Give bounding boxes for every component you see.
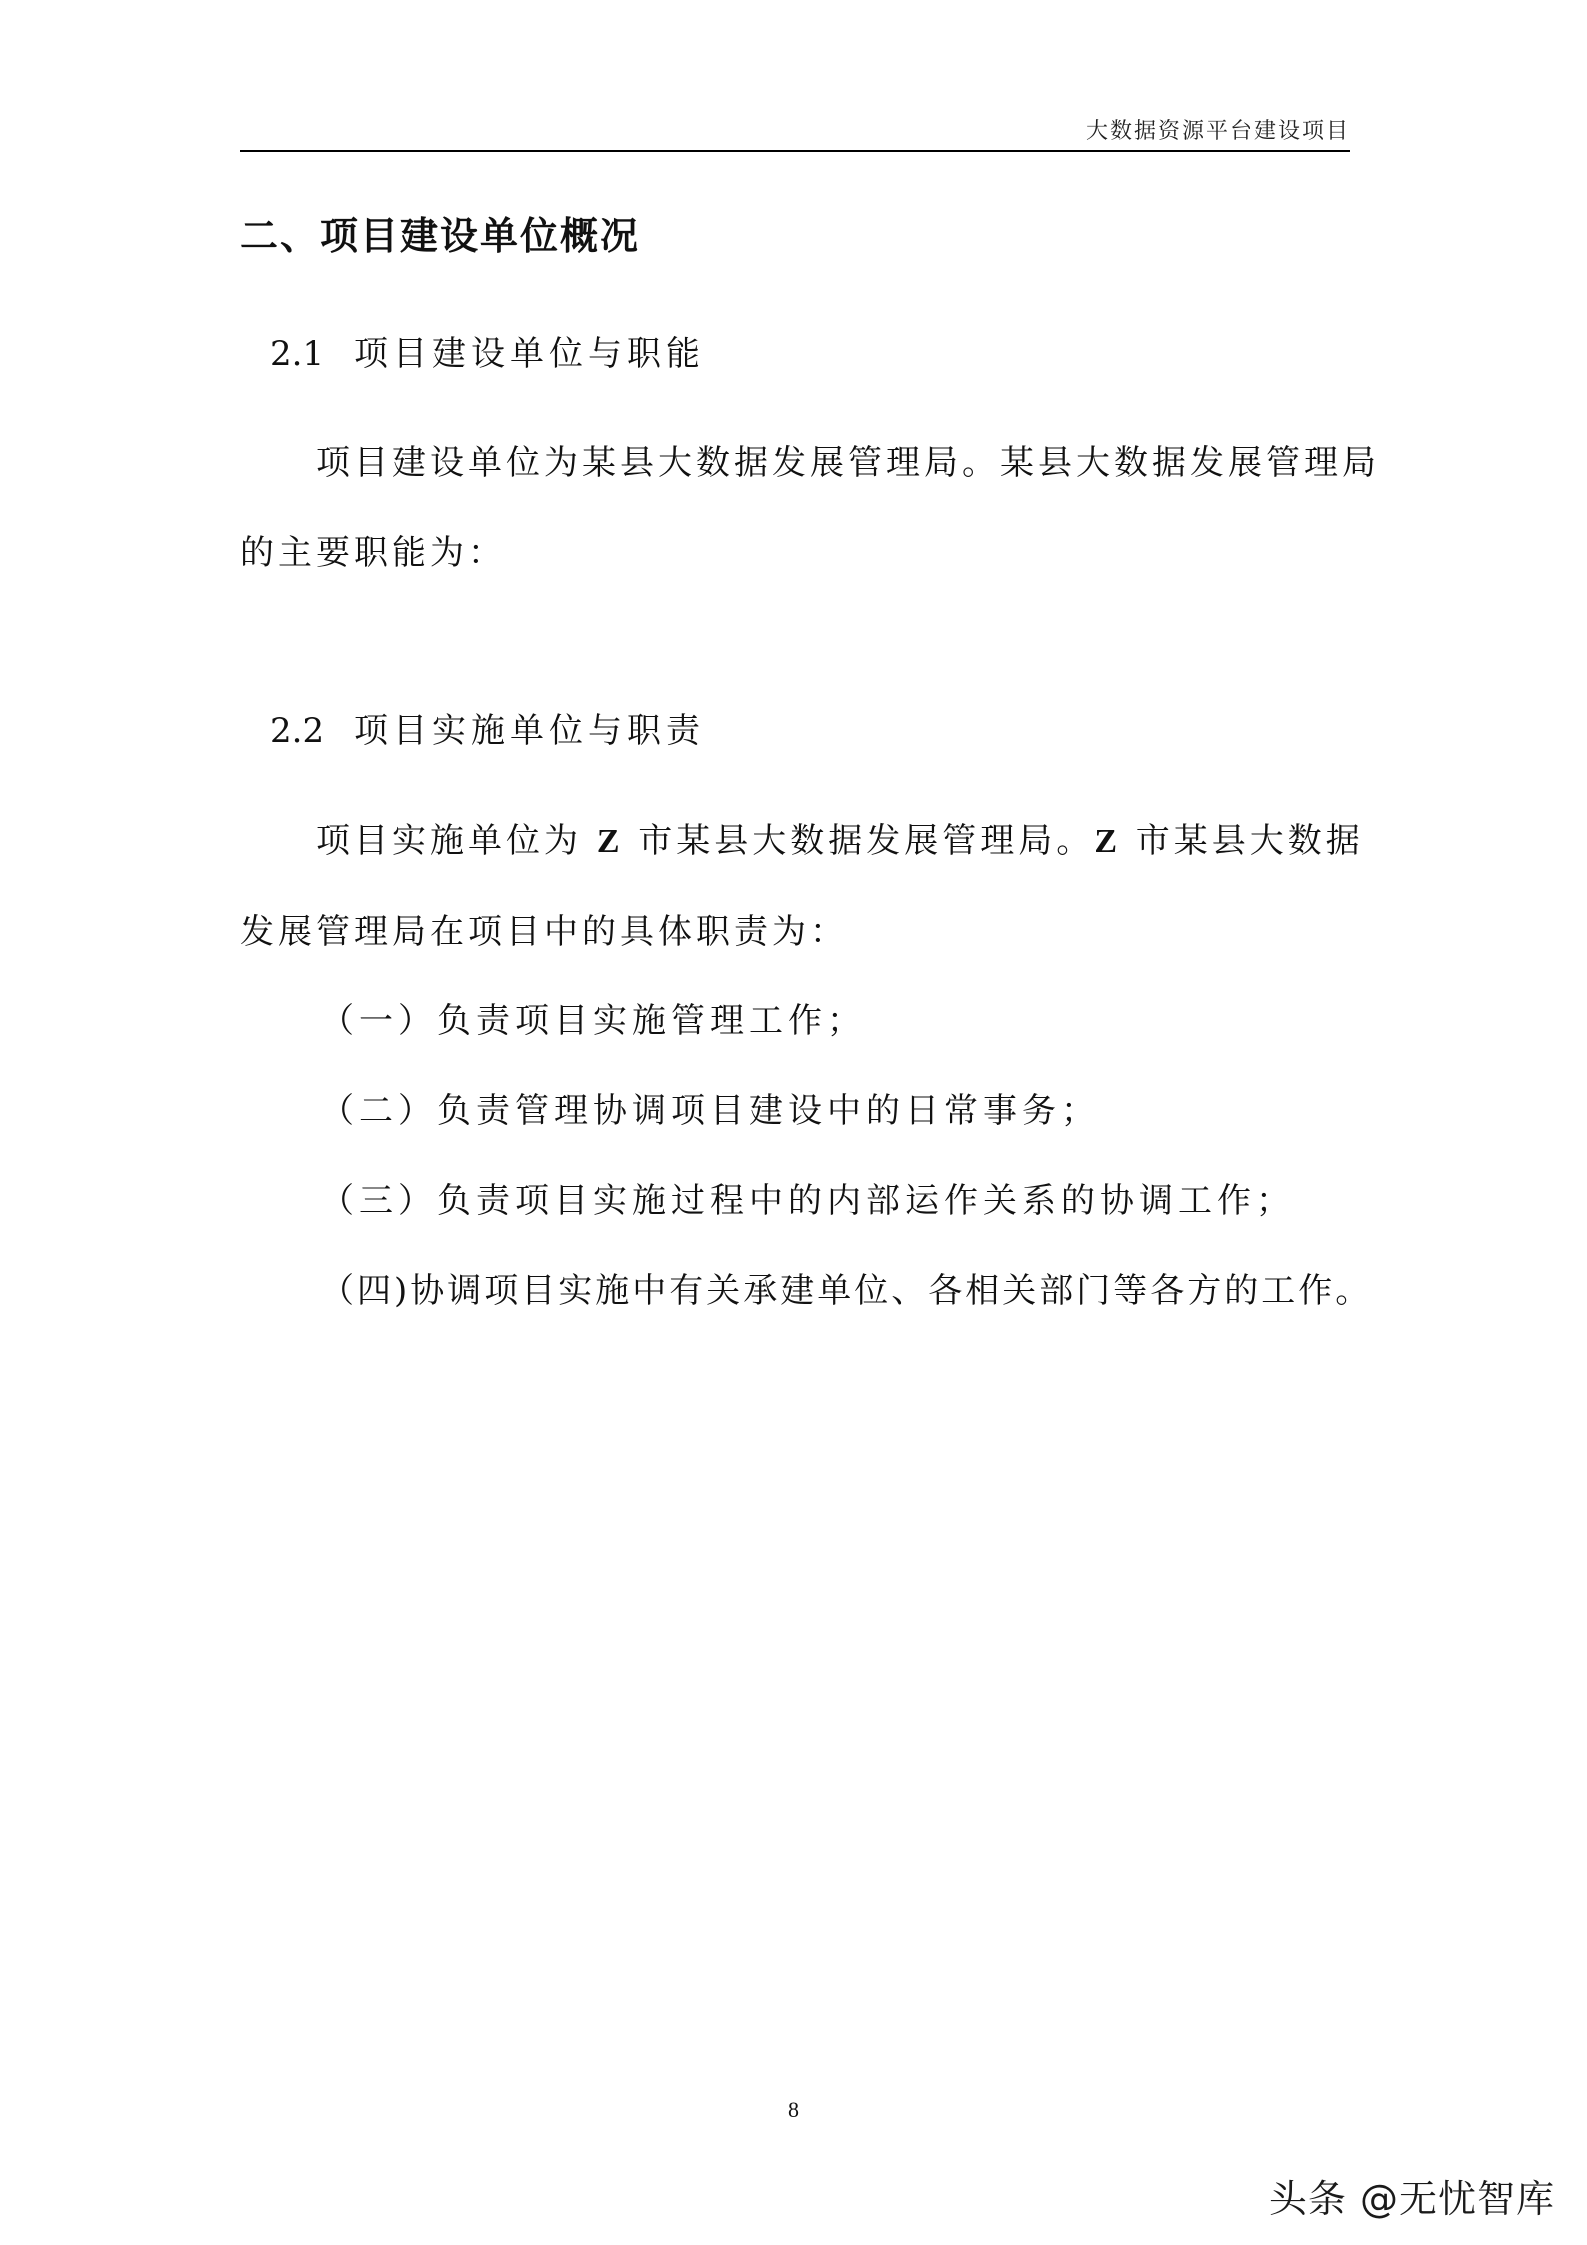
text-run: 市某县大数据发展管理局。: [623, 821, 1095, 861]
subsection-number: 2.2: [270, 711, 325, 751]
watermark-text: 头条 @无忧智库: [1268, 2177, 1555, 2221]
page-number: 8: [788, 2097, 799, 2122]
subsection-number: 2.1: [270, 334, 325, 374]
list-item: （一）负责项目实施管理工作；: [320, 1001, 866, 1041]
bold-letter: Z: [1094, 823, 1121, 860]
list-item: （四)协调项目实施中有关承建单位、各相关部门等各方的工作。: [320, 1271, 1373, 1311]
subsection-title: 项目实施单位与职责: [354, 711, 705, 751]
bold-letter: Z: [596, 823, 624, 860]
subsection-title: 项目建设单位与职能: [354, 334, 705, 374]
page-header: [240, 110, 1350, 152]
list-item: （二）负责管理协调项目建设中的日常事务；: [320, 1091, 1100, 1131]
header-title: 大数据资源平台建设项目: [1085, 119, 1350, 144]
paragraph-line: 项目建设单位为某县大数据发展管理局。某县大数据发展管理局: [316, 443, 1380, 483]
subsection-heading-2-2: [270, 703, 705, 752]
section-title: 二、项目建设单位概况: [240, 213, 641, 258]
text-run: 市某县大数据: [1121, 821, 1364, 861]
paragraph-line: 发展管理局在项目中的具体职责为：: [240, 912, 848, 952]
paragraph-line: [240, 796, 1364, 887]
paragraph-2-2: [240, 796, 1364, 977]
text-run: 项目实施单位为: [316, 821, 597, 861]
paragraph-line: 的主要职能为：: [240, 533, 506, 573]
paragraph-2-1: [240, 418, 1380, 598]
list-item: （三）负责项目实施过程中的内部运作关系的协调工作；: [320, 1181, 1295, 1221]
subsection-heading-2-1: [270, 326, 705, 375]
